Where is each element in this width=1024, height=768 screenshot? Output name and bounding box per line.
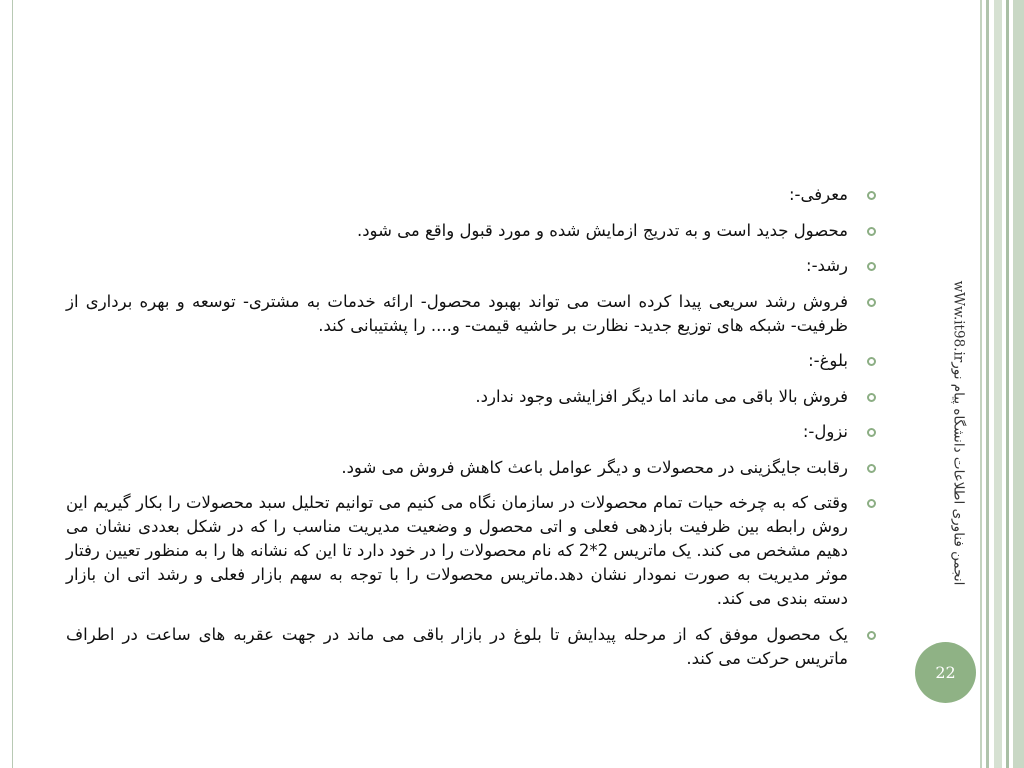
bullet-text: بلوغ-: — [808, 351, 848, 370]
left-frame-line — [12, 0, 13, 768]
side-caption — [943, 270, 973, 595]
bullet-item — [66, 491, 878, 611]
bullet-ring-icon — [867, 298, 876, 307]
side-caption-text: wWw.it98.irانجمن فناوری اطلاعات دانشگاه پیام نور — [950, 280, 966, 585]
page-number: 22 — [935, 663, 956, 682]
bullet-ring-icon — [867, 357, 876, 366]
bullet-item — [66, 219, 878, 243]
bullet-ring-icon — [867, 499, 876, 508]
bullet-text: معرفی-: — [788, 185, 848, 204]
bullet-ring-icon — [867, 262, 876, 271]
stripe — [1013, 0, 1024, 768]
bullet-text: محصول جدید است و به تدریج ازمایش شده و مورد قبول واقع می شود. — [356, 220, 848, 240]
bullet-text: فروش بالا باقی می ماند اما دیگر افزایشی وجود ندارد. — [475, 386, 848, 406]
bullet-text: رقابت جایگزینی در محصولات و دیگر عوامل باعث کاهش فروش می شود. — [341, 457, 848, 477]
bullet-item — [66, 183, 878, 207]
bullet-item — [66, 456, 878, 480]
bullet-ring-icon — [867, 464, 876, 473]
bullet-ring-icon — [867, 631, 876, 640]
right-decorative-stripes — [980, 0, 1024, 768]
page-number-badge — [915, 642, 976, 703]
slide-bullet-list — [66, 183, 878, 671]
bullet-item — [66, 290, 878, 338]
bullet-text: نزول-: — [802, 422, 848, 441]
bullet-item — [66, 623, 878, 671]
bullet-text: وقتی که به چرخه حیات تمام محصولات در سازمان نگاه می کنیم می توانیم تحلیل سبد محصولات را بکار گیریم این روش رابطه بین ظرفیت بازدهی فعلی و اتی محصول و وضعیت مدیریت مناسب را که در شکل بعددی نشان می دهیم مشخص می کند. یک ماتریس 2*2 که نام محصولات را در خود دارد تا این که نشانه ها را به منظور تعیین رفتار موثر مدیریت به صورت نمودار نشان دهد.ماتریس محصولات را با توجه به سهم بازار فعلی و رشد اتی ان بازار دسته بندی می کند. — [66, 493, 848, 608]
stripe — [980, 0, 982, 768]
stripe — [994, 0, 1002, 768]
bullet-item — [66, 254, 878, 278]
bullet-text: رشد-: — [806, 256, 848, 275]
bullet-ring-icon — [867, 227, 876, 236]
stripe — [1006, 0, 1009, 768]
bullet-item — [66, 420, 878, 444]
bullet-ring-icon — [867, 191, 876, 200]
bullet-item — [66, 349, 878, 373]
bullet-text: فروش رشد سریعی پیدا کرده است می تواند بهبود محصول- ارائه خدمات به مشتری- توسعه و بهره برداری از ظرفیت- شبکه های توزیع جدید- نظارت بر حاشیه قیمت- و.... را پشتیبانی کند. — [66, 291, 848, 335]
bullet-ring-icon — [867, 393, 876, 402]
bullet-ring-icon — [867, 428, 876, 437]
bullet-text: یک محصول موفق که از مرحله پیدایش تا بلوغ در بازار باقی می ماند در جهت عقربه های ساعت در اطراف ماتریس حرکت می کند. — [66, 624, 848, 668]
bullet-item — [66, 385, 878, 409]
stripe — [986, 0, 989, 768]
